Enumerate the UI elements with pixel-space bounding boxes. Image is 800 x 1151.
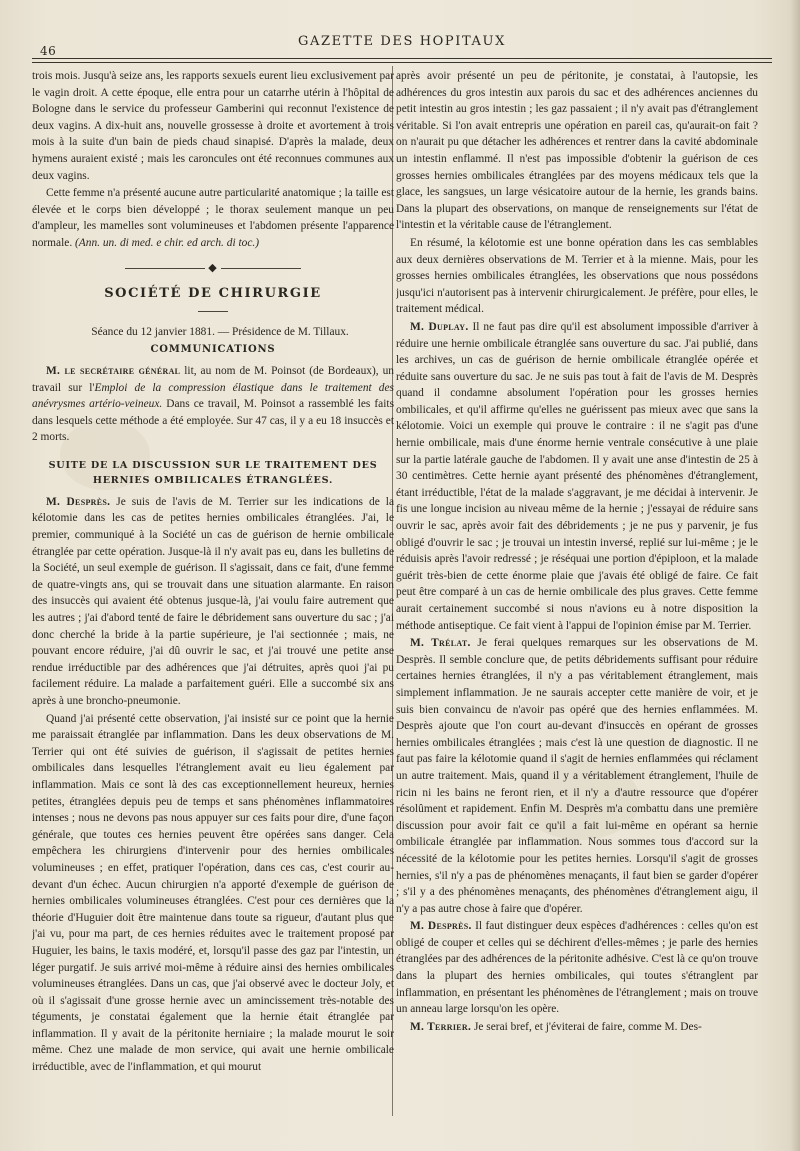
right-column: [396, 68, 758, 1128]
communications-heading: COMMUNICATIONS: [150, 344, 276, 356]
speaker: M. Trélat.: [410, 637, 471, 650]
speaker: M. Terrier.: [410, 1020, 472, 1033]
speaker: M. Desprès.: [46, 495, 111, 508]
section-separator: ◆: [32, 260, 394, 277]
title-rule: [198, 311, 228, 312]
paragraph-text: Cette femme n'a présenté aucune autre particularité anatomique ; la taille est élevée et le corps bien développé ; le thorax seulement manque un peu d'ampleur, les mamelles sont volumineuses et l'abdomen présente l'apparence normale.: [32, 187, 394, 249]
page-number: 46: [40, 44, 57, 58]
paragraph: [396, 1019, 758, 1036]
speaker: M. Duplay.: [410, 320, 469, 333]
paragraph: [396, 918, 758, 1018]
discussion-heading: SUITE DE LA DISCUSSION SUR LE TRAITEMENT DES HERNIES OMBILICALES ÉTRANGLÉES.: [48, 459, 378, 486]
paragraph: [32, 494, 394, 710]
session-line: Séance du 12 janvier 1881. — Présidence de M. Tillaux.: [91, 325, 349, 338]
page-edge-shadow: [790, 0, 800, 1151]
left-column: [32, 68, 394, 1128]
paragraph: après avoir présenté un peu de péritonite, je constatai, à l'autopsie, les adhérences du gros intestin aux parois du sac et des adhérences anciennes du petit intestin au gros intestin ; les gaz passaient ; il n'y avait pas d'étranglement véritable. Si l'on avait entrepris une opération en pareil cas, qu'aurait-on fait ? on n'aurait pu que détacher les adhérences et rentrer dans la cavité abdominale un intestin enflammé. Il n'est pas impossible d'obtenir la guérison de ces grosses hernies ombilicales étranglées par des moyens médicaux tels que la glace, les sangsues, un large vésicatoire autour de la hernie, les grands bains. Dans la plupart des observations, on manque de renseignements sur l'état de l'intestin et la véritable cause de l'étranglement.: [396, 70, 758, 232]
paragraph: [32, 363, 394, 446]
paragraph-text: Je ferai quelques remarques sur les observations de M. Desprès. Il semble conclure que, de petits débridements suffisant pour réduire certaines hernies étranglées, il n'y a pas véritablement étranglement, mais simplement inflammation. Je ne saurais accepter cette manière de voir, et je suis bien convaincu de n'avoir pas opéré que des hernies enflammées. M. Desprès ajoute que l'on court au-devant d'insuccès en opérant de grosses hernies ombilicales étranglées ; mais c'est là une question de diagnostic. Il ne faut pas faire la kélotomie quand il s'agit de hernies enflammées qui réclament un autre traitement. Mais, quand il y a véritablement étranglement, l'huile de ricin ni les bains ne feront rien, et il n'y a d'autre ressource que d'opérer résolûment et rapidement. Enfin M. Desprès m'a combattu dans une première discussion pour avoir fait ce qu'il a fait lui-même en opérant sa hernie ombilicale étranglée par inflammation. Nous sommes tous d'accord sur la nécessité de la kélotomie pour les petites hernies. Lorsqu'il s'agit de grosses hernies, s'il n'y a pas de phénomènes menaçants, il faut bien se garder d'opérer ; s'il y a des phénomènes menaçants, des phénomènes d'étranglement aigu, il n'y a pas autre chose à faire que d'opérer.: [396, 637, 758, 915]
section-title: SOCIÉTÉ DE CHIRURGIE: [104, 286, 322, 302]
paragraph: [32, 185, 394, 251]
paragraph-text: lit, au nom de M. Poinsot (de Bordeaux), un travail sur l': [32, 364, 394, 394]
paragraph: En résumé, la kélotomie est une bonne opération dans les cas semblables aux deux dernières observations de M. Terrier et à la mienne. Mais, pour les grosses hernies ombilicales étranglées, les observations que nous possédons jusqu'ici n'autorisent pas à intervenir chirurgicalement. Je préfère, pour elles, le traitement médical.: [396, 236, 758, 316]
paragraph-text: Je serai bref, et j'éviterai de faire, comme M. Des-: [471, 1020, 702, 1033]
paragraph-text: Dans ce travail, M. Poinsot a rassemblé les faits dans lesquels cette méthode a été employée. Sur 47 cas, il y a eu 18 insuccès et 2 morts.: [32, 398, 394, 444]
paragraph: [396, 319, 758, 634]
journal-title: GAZETTE DES HOPITAUX: [298, 34, 506, 49]
work-title: Emploi de la compression élastique dans le traitement des anévrysmes artério-veineux.: [32, 381, 394, 411]
page-header: [32, 34, 772, 58]
speaker: M. Desprès.: [410, 920, 472, 933]
paragraph-text: Je suis de l'avis de M. Terrier sur les indications de la kélotomie dans les cas de petites hernies ombilicales étranglées. J'ai, le premier, communiqué à la Société un cas de guérison de hernie ombilicale étranglée par cette opération. Jusque-là il n'y avait pas eu, dans les bulletins de la Société, un seul exemple de guérison. Il s'agissait, dans ce fait, d'une femme de quatre-vingts ans, qui se trouvait dans une situation alarmante. En raison des insuccès qui avaient été obtenus jusque-là, j'ai voulu faire autrement que les autres ; j'ai d'abord tenté de faire le débridement sans ouverture du sac ; j'ai donc cherché la bride à la partie supérieure, je l'ai sectionnée ; mais, ne pouvant encore réduire, j'ai dû ouvrir le sac, et j'ai trouvé une petite anse rendue irréductible par des adhérences que j'ai détruites, après quoi j'ai pu facilement réduire. La malade a parfaitement guéri. Elle a succombé six ans après à une broncho-pneumonie.: [32, 495, 394, 707]
paragraph: Quand j'ai présenté cette observation, j'ai insisté sur ce point que la hernie me paraissait étranglée par inflammation. Dans les deux observations de M. Terrier qui ont été suivies de guérison, il s'agissait de petites hernies ombilicales dans lesquelles l'étranglement avait eu lieu également par inflammation. Mais ce sont là des cas exceptionnellement heureux, hernies petites, étranglées depuis peu de temps et sans phénomènes inflammatoires intenses ; nous ne devons pas nous appuyer sur ces faits pour dire, d'une façon générale, que toutes ces hernies peuvent être opérées sans danger. Cela empêchera les chirurgiens d'intervenir pour des hernies ombilicales volumineuses ; en effet, pratiquer l'opération, dans ces cas, c'est courir au-devant d'un échec. Aucun chirurgien n'a apporté d'exemple de guérison de hernies ombilicales volumineuses étranglées. C'est pour ces dernières que la théorie d'Huguier doit être maintenue dans toute sa rigueur, d'autant plus que j'ai vu, pour ma part, de ces hernies réduites avec le traitement proposé par Huguier, les bains, le taxis modéré, et, lorsqu'il passe des gaz par l'intestin, un léger purgatif. Je suis arrivé moi-même à réduire ainsi des hernies ombilicales volumineuses étranglées. Dans un cas, que j'ai observé avec le docteur Joly, et où il s'agissait d'une grosse hernie avec un amincissement très-notable des téguments, je constatai également que la hernie était étranglée par inflammation. Il y avait de la péritonite herniaire ; la malade mourut le soir même. Chez une malade de mon service, qui avait une hernie ombilicale irréductible, avec de l'inflammation, et qui mourut: [32, 712, 394, 1074]
speaker: M. le secrétaire général: [46, 364, 181, 377]
citation: (Ann. un. di med. e chir. ed arch. di toc.): [75, 236, 260, 249]
paragraph: [396, 635, 758, 917]
paragraph-text: Il faut distinguer deux espèces d'adhérences : celles qu'on est obligé de couper et celles qui se déchirent d'elles-mêmes ; je parle des hernies étranglées par des adhérences de la péritonite adhésive. C'est là ce qu'on trouve dans la plupart des hernies ombilicales, qui toutes s'étranglent par inflammation, en présentant les phénomènes de l'étranglement ; mais on trouve un anneau large lorsqu'on les opère.: [396, 920, 758, 1016]
paragraph: trois mois. Jusqu'à seize ans, les rapports sexuels eurent lieu exclusivement par le vagin droit. A cette époque, elle entra pour un catarrhe utérin à l'hôpital de Bologne dans le service du professeur Gamberini qui reconnut l'existence de deux vagins. A dix-huit ans, nouvelle grossesse à droite et avortement à trois mois à la suite d'un bain de pieds chaud sinapisé. D'après la malade, deux hymens auraient existé ; mais les caroncules ont été reconnues communes aux deux vagins.: [32, 70, 394, 182]
paragraph-text: Il ne faut pas dire qu'il est absolument impossible d'arriver à réduire une hernie ombilicale étranglée sans ouverture du sac. J'ai publié, dans les archives, un cas de guérison de hernie ombilicale étranglée opérée et réduite sans ouverture du sac. Je ne suis pas tout à fait de l'avis de M. Desprès quand il condamne absolument l'opération pour les grosses hernies ombilicales, et qu'il affirme qu'elles ne guérissent pas mieux avec que sans la kélotomie. Voici un exemple qui prouve le contraire : il ne s'agit pas d'une hernie ombilicale, mais d'une énorme hernie ventrale consécutive à une plaie sur la partie latérale gauche de l'abdomen. Il y avait une anse d'intestin de 25 à 30 centimètres. Cette hernie ayant présenté des phénomènes d'étranglement, étant irréductible, l'état de la malade s'aggravant, je me décidai à intervenir. Je fis une longue incision au niveau même de la hernie ; j'essayai de réduire sans ouvrir le sac, après avoir fait des débridements ; je ne pus y parvenir, je fus obligé d'ouvrir le sac ; je trouvai un intestin inversé, replié sur lui-même ; je le réduisis après l'avoir redressé ; je réséquai une portion d'épiploon, et la malade guérit très-bien de cette énorme plaie que j'avais été obligé de faire. Ce fait peut être comparé à un cas de hernie ombilicale des plus graves. Cette femme aurait certainement succombé si nous n'avions eu à notre disposition la méthode antiseptique. Ce fait vient à l'appui de l'opinion émise par M. Terrier.: [396, 320, 758, 632]
header-rule: [32, 58, 772, 63]
